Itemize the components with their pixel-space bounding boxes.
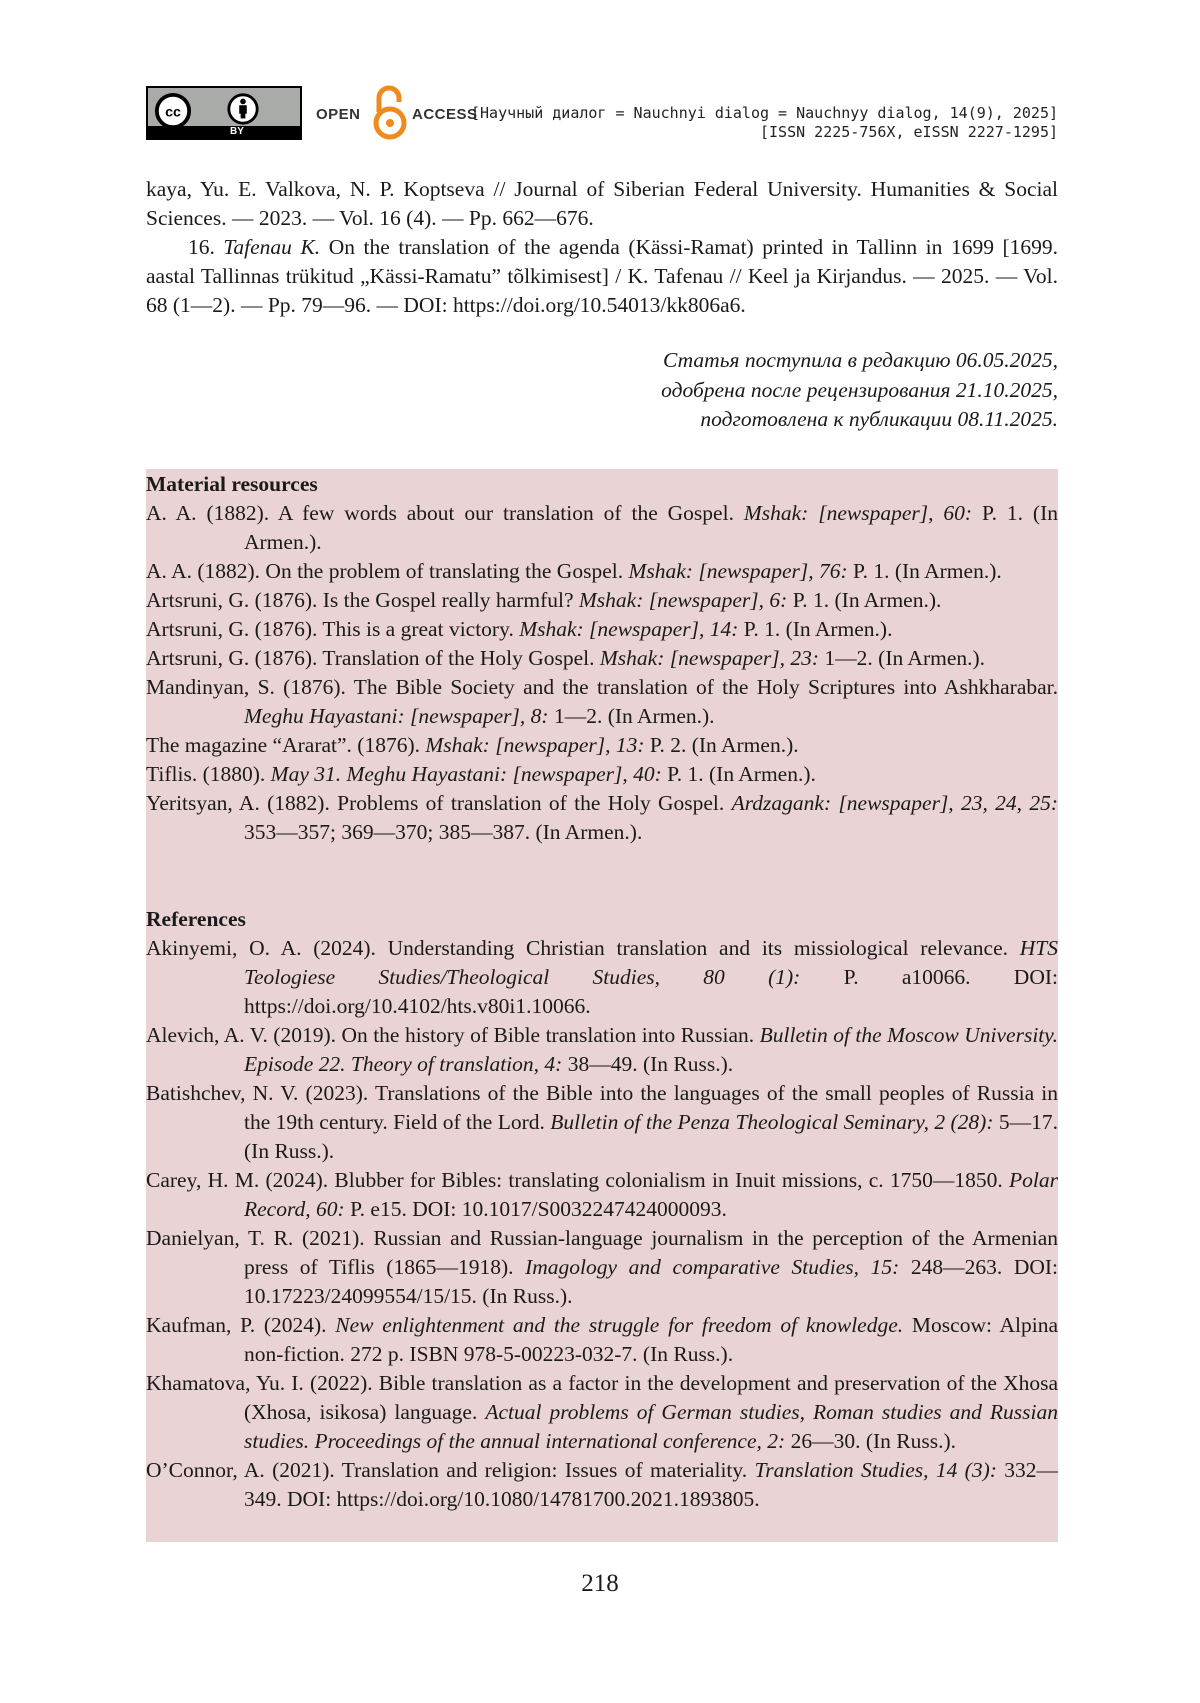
entry-source: Translation Studies, 14 (3):: [754, 1458, 997, 1482]
reference-author: Tafenau K.: [223, 235, 321, 259]
reference-number: 16.: [188, 235, 215, 259]
svg-text:cc: cc: [165, 104, 181, 121]
reference-entry: [146, 499, 1058, 557]
entry-author-title: Khamatova, Yu. I. (2022). Bible translation as a factor in the development and preservation of the Xhosa (Xhosa, isikosa) language.: [146, 1371, 1058, 1424]
entry-author-title: Carey, H. M. (2024). Blubber for Bibles: translating colonialism in Inuit missions, c. 1750—1850.: [146, 1168, 1010, 1192]
reference-entry: [146, 731, 1058, 760]
entry-details: 248—263. DOI: 10.17223/24099554/15/15. (In Russ.).: [244, 1255, 1059, 1308]
reference-entry: [146, 789, 1058, 847]
entry-details: P. 1. (In Armen.).: [244, 501, 1058, 554]
creative-commons-icon: [154, 92, 192, 130]
reference-entry: [146, 557, 1058, 586]
access-label: ACCESS: [412, 106, 478, 123]
entry-author-title: A. A. (1882). On the problem of translating the Gospel.: [146, 559, 629, 583]
entry-details: 353—357; 369—370; 385—387. (In Armen.).: [244, 820, 643, 844]
journal-citation: [471, 104, 1058, 142]
entry-details: P. a10066. DOI: https://doi.org/10.4102/hts.v80i1.10066.: [244, 965, 1058, 1018]
entry-source: Mshak: [newspaper], 13:: [425, 733, 645, 757]
prepared-date: подготовлена к публикации 08.11.2025.: [700, 407, 1058, 431]
entry-source: Imagology and comparative Studies, 15:: [525, 1255, 900, 1279]
cc-by-license-badge: [146, 86, 302, 140]
entry-source: Mshak: [newspaper], 60:: [743, 501, 973, 525]
reference-entry: [146, 1311, 1058, 1369]
reference-entry: [146, 1021, 1058, 1079]
page-header: [146, 84, 1058, 144]
reference-entry: [146, 1456, 1058, 1514]
page-number: 218: [581, 1570, 619, 1597]
attribution-icon: [226, 92, 260, 126]
reference-entry: [146, 615, 1058, 644]
entry-source: May 31. Meghu Hayastani: [newspaper], 40:: [270, 762, 662, 786]
by-label: BY: [230, 126, 244, 137]
reference-entry: [146, 1369, 1058, 1456]
entry-details: P. 1. (In Armen.).: [661, 762, 816, 786]
reference-entry: [146, 644, 1058, 673]
entry-details: P. e15. DOI: 10.1017/S0032247424000093.: [344, 1197, 727, 1221]
entry-author-title: Batishchev, N. V. (2023). Translations of the Bible into the languages of the small peoples of Russia in the 19th century. Field of the Lord.: [146, 1081, 1058, 1134]
reference-entry: [146, 586, 1058, 615]
reference-body: On the translation of the agenda (Kässi-Ramat) printed in Tallinn in 1699 [1699. aastal Tallinnas trükitud „Kässi-Ramatu” tõlkimisest] / K. Tafenau // Keel ja Kirjandus. — 2025. — Vol. 68 (1—2). — Pp. 79—96. — DOI: https://doi.org/10.54013/kk806a6.: [146, 235, 1059, 317]
entry-author-title: The magazine “Ararat”. (1876).: [146, 733, 426, 757]
entry-details: P. 1. (In Armen.).: [738, 617, 893, 641]
entry-author-title: Alevich, A. V. (2019). On the history of Bible translation into Russian.: [146, 1023, 760, 1047]
entry-author-title: Kaufman, P. (2024).: [146, 1313, 336, 1337]
entry-details: 26—30. (In Russ.).: [785, 1429, 956, 1453]
entry-details: P. 1. (In Armen.).: [787, 588, 942, 612]
approved-date: одобрена после рецензирования 21.10.2025,: [661, 377, 1058, 402]
entry-details: Moscow: Alpina non-fiction. 272 p. ISBN 978-5-00223-032-7. (In Russ.).: [244, 1313, 1059, 1366]
entry-source: Mshak: [newspaper], 23:: [599, 646, 820, 670]
article-dates: [146, 346, 1058, 435]
entry-source: Mshak: [newspaper], 6:: [578, 588, 788, 612]
entry-author-title: Artsruni, G. (1876). Translation of the Holy Gospel.: [146, 646, 600, 670]
reference-entry: [146, 1166, 1058, 1224]
entry-details: P. 1. (In Armen.).: [847, 559, 1002, 583]
entry-source: Meghu Hayastani: [newspaper], 8:: [244, 704, 549, 728]
entry-details: 332—349. DOI: https://doi.org/10.1080/14781700.2021.1893805.: [244, 1458, 1059, 1511]
entry-author-title: Akinyemi, O. A. (2024). Understanding Christian translation and its missiological relevance.: [146, 936, 1020, 960]
entry-author-title: Yeritsyan, A. (1882). Problems of translation of the Holy Gospel.: [146, 791, 732, 815]
references-list: [146, 934, 1058, 1514]
entry-details: P. 2. (In Armen.).: [644, 733, 799, 757]
entry-source: HTS Teologiese Studies/Theological Studies, 80 (1):: [244, 936, 1058, 989]
references-title: References: [146, 907, 246, 931]
entry-source: Ardzagank: [newspaper], 23, 24, 25:: [731, 791, 1058, 815]
reference-entry: [146, 1079, 1058, 1166]
material-resources-section: [146, 470, 1058, 847]
entry-author-title: Danielyan, T. R. (2021). Russian and Russian-language journalism in the perception of the Armenian press of Tiflis (1865—1918).: [146, 1226, 1058, 1279]
entry-author-title: Artsruni, G. (1876). Is the Gospel really harmful?: [146, 588, 579, 612]
received-date: Статья поступила в редакцию 06.05.2025,: [662, 348, 1058, 372]
reference-entry: [146, 1224, 1058, 1311]
references-continuation: [146, 175, 1058, 320]
open-label: OPEN: [316, 106, 361, 123]
entry-author-title: Mandinyan, S. (1876). The Bible Society and the translation of the Holy Scriptures into Ashkharabar.: [146, 675, 1058, 699]
entry-source: Polar Record, 60:: [244, 1168, 1058, 1221]
entry-details: 1—2. (In Armen.).: [819, 646, 986, 670]
entry-details: 1—2. (In Armen.).: [548, 704, 715, 728]
entry-source: New enlightenment and the struggle for freedom of knowledge.: [335, 1313, 904, 1337]
references-section: [146, 905, 1058, 1514]
material-resources-list: [146, 499, 1058, 847]
open-access-lock-icon: [370, 84, 410, 142]
journal-title-line: [Научный диалог = Nauchnyi dialog = Nauchnyy dialog, 14(9), 2025]: [471, 104, 1058, 122]
entry-source: Mshak: [newspaper], 14:: [519, 617, 739, 641]
reference-entry: [146, 934, 1058, 1021]
entry-source: Mshak: [newspaper], 76:: [628, 559, 848, 583]
entry-author-title: O’Connor, A. (2021). Translation and religion: Issues of materiality.: [146, 1458, 755, 1482]
material-resources-title: Material resources: [146, 472, 318, 496]
entry-details: 5—17. (In Russ.).: [244, 1110, 1059, 1163]
entry-author-title: Artsruni, G. (1876). This is a great victory.: [146, 617, 520, 641]
open-access-logo: [316, 84, 478, 144]
entry-author-title: A. A. (1882). A few words about our translation of the Gospel.: [146, 501, 744, 525]
reference-16: [146, 233, 1058, 320]
reference-entry: [146, 760, 1058, 789]
entry-source: Bulletin of the Penza Theological Seminary, 2 (28):: [550, 1110, 994, 1134]
entry-source: Bulletin of the Moscow University. Episode 22. Theory of translation, 4:: [244, 1023, 1059, 1076]
issn-line: [ISSN 2225-756X, eISSN 2227-1295]: [759, 123, 1058, 141]
reference-entry: [146, 673, 1058, 731]
entry-author-title: Tiflis. (1880).: [146, 762, 271, 786]
reference-15-tail: kaya, Yu. E. Valkova, N. P. Koptseva // Journal of Siberian Federal University. Humanities & Social Sciences. — 2023. — Vol. 16 (4). — Pp. 662—676.: [146, 177, 1058, 230]
entry-source: Actual problems of German studies, Roman studies and Russian studies. Proceedings of the annual international conference, 2:: [244, 1400, 1058, 1453]
entry-details: 38—49. (In Russ.).: [562, 1052, 734, 1076]
